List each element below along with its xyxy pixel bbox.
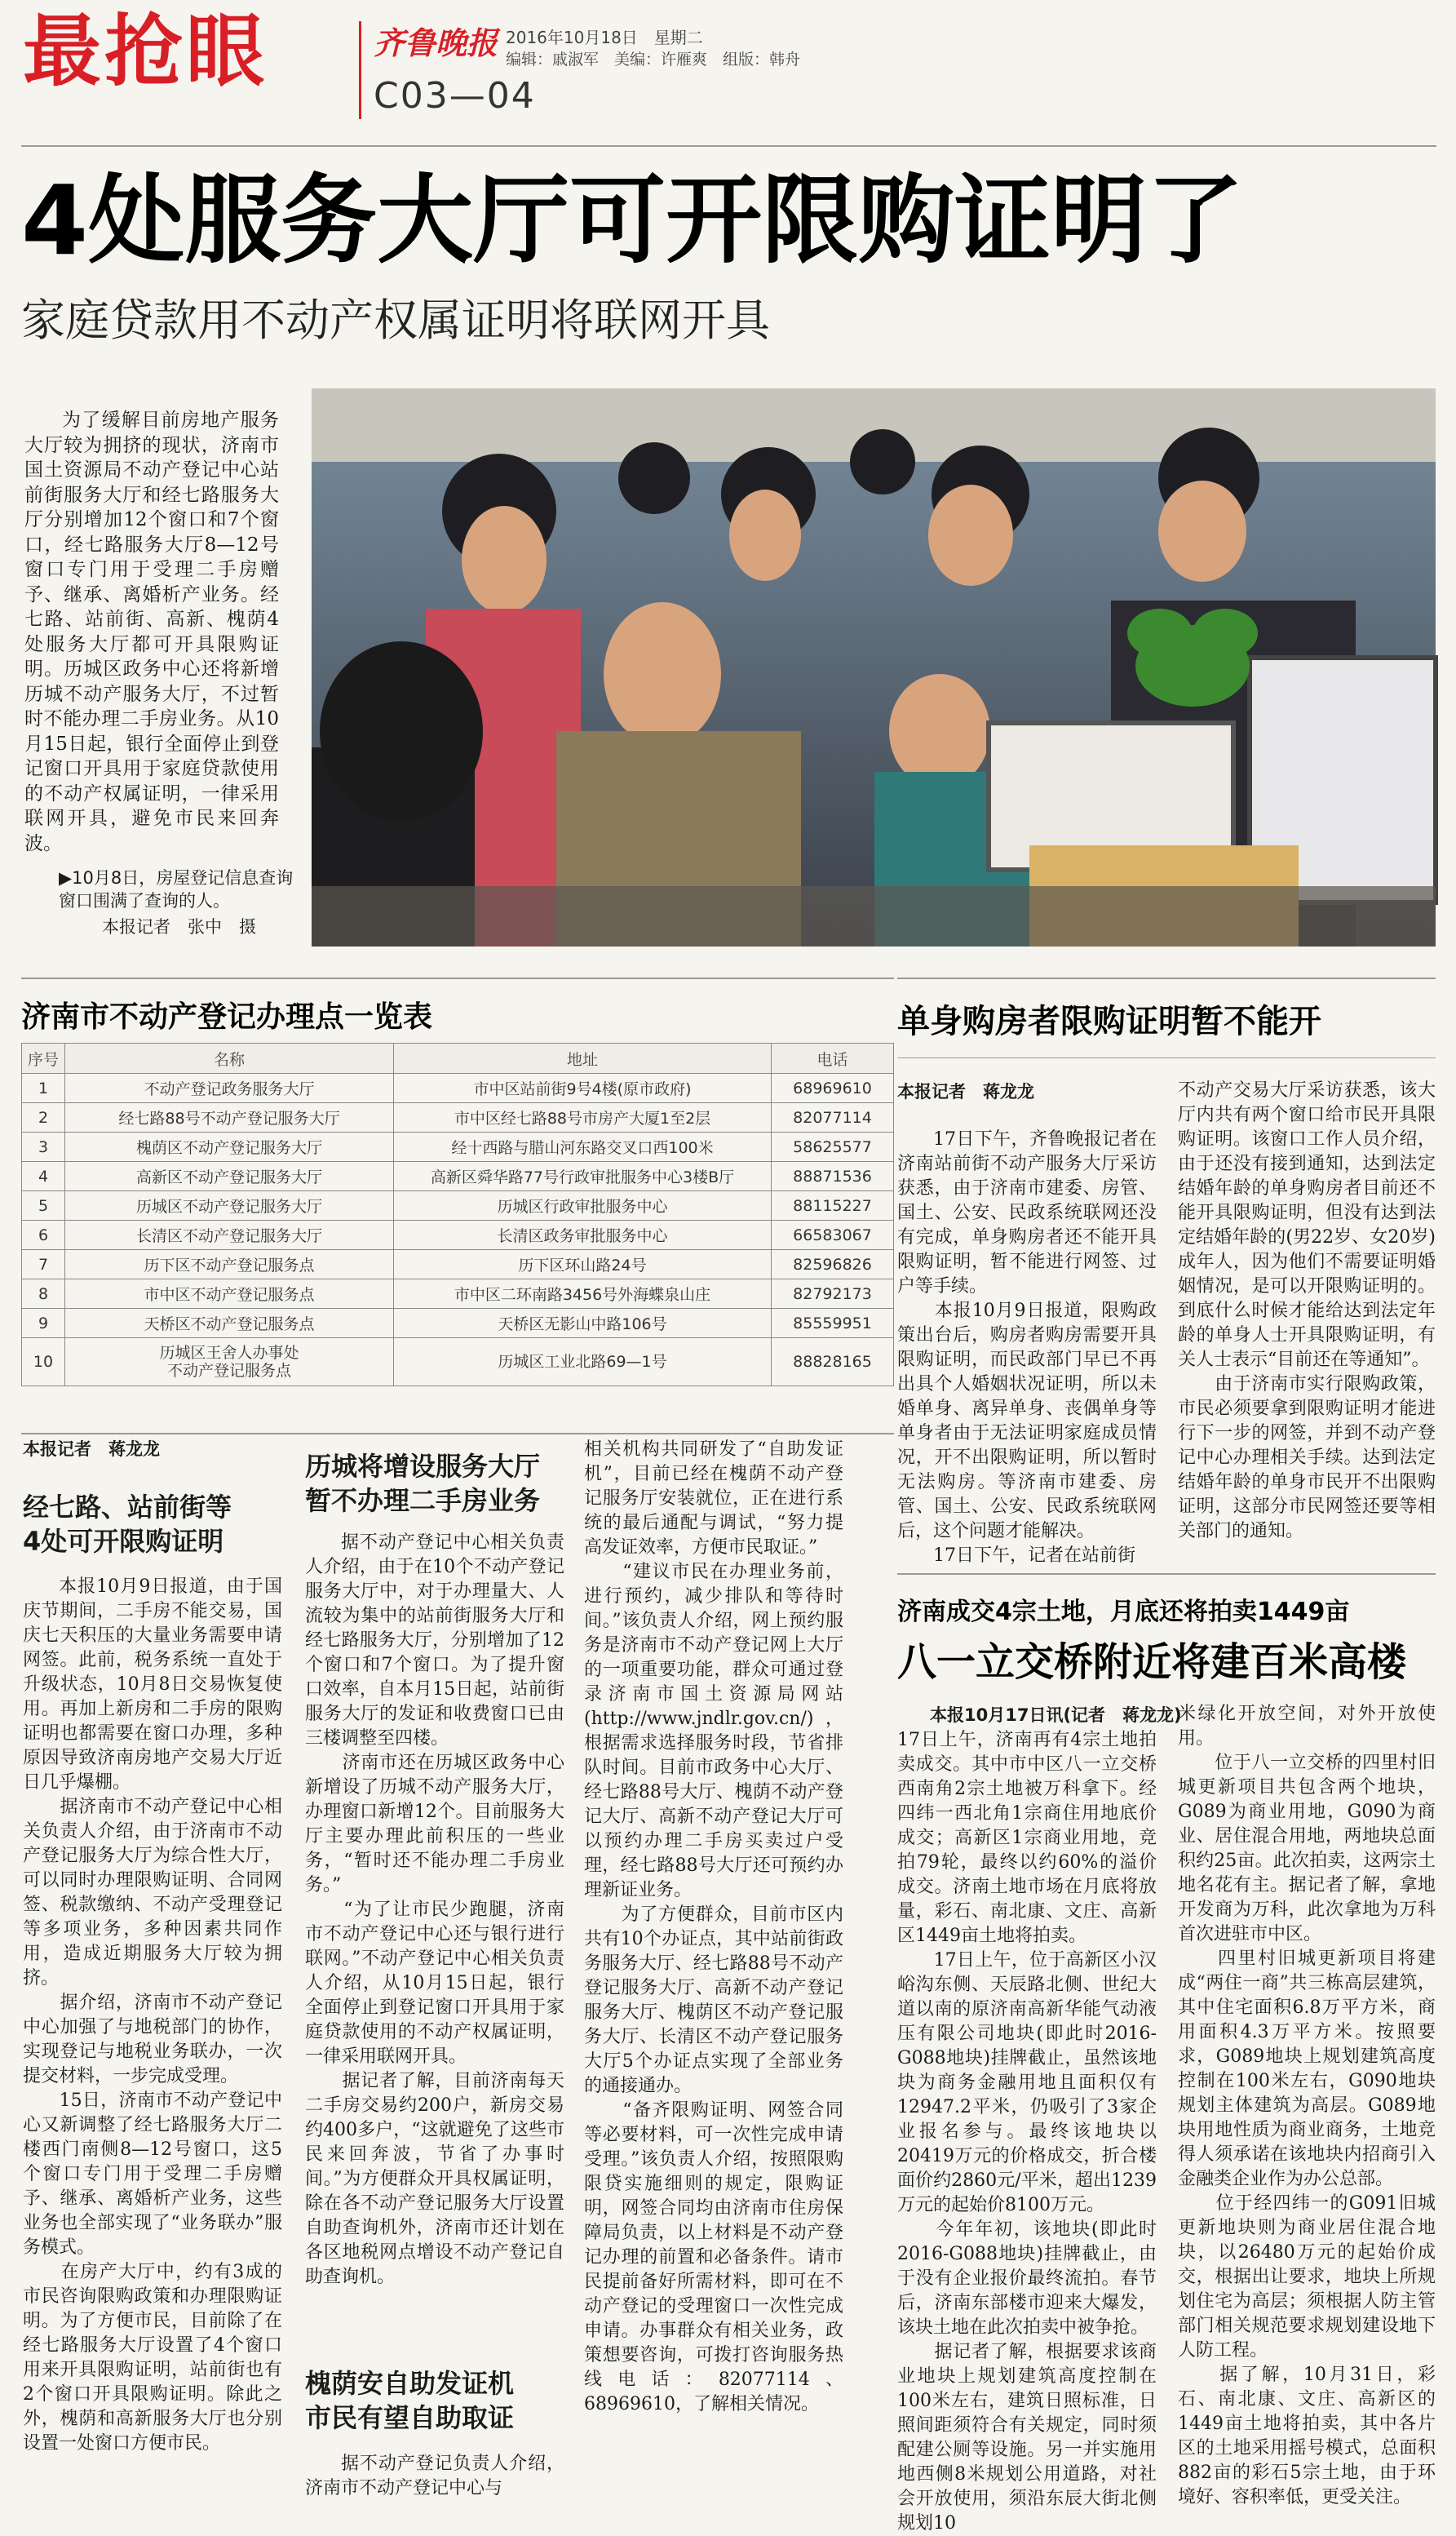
section-rule [21, 978, 894, 979]
office-phone: 88115227 [772, 1191, 894, 1221]
office-address: 市中区站前街9号4楼(原市政府) [394, 1074, 772, 1103]
story-b-headline-1: 历城将增设服务大厅 [305, 1451, 541, 1482]
office-phone: 88871536 [772, 1162, 894, 1191]
row-number: 7 [22, 1250, 65, 1279]
office-address: 长清区政务审批服务中心 [394, 1221, 772, 1250]
office-phone: 85559951 [772, 1309, 894, 1338]
row-number: 2 [22, 1103, 65, 1133]
table-row [22, 1133, 894, 1162]
row-number: 6 [22, 1221, 65, 1250]
story-e-dateline: 本报10月17日讯(记者 蒋龙龙) [930, 1705, 1182, 1725]
office-address: 历城区工业北路69—1号 [394, 1338, 772, 1386]
crowd-photo-illustration [312, 388, 1436, 947]
registry-table-title: 济南市不动产登记办理点一览表 [21, 1000, 433, 1034]
story-a-headline-1: 经七路、站前街等 [23, 1492, 232, 1523]
masthead-rule [21, 145, 1436, 147]
office-phone: 68969610 [772, 1074, 894, 1103]
story-a-headline-2: 4处可开限购证明 [23, 1526, 224, 1557]
table-row [22, 1338, 894, 1386]
registry-table [21, 1043, 894, 1386]
lead-photo [312, 388, 1436, 947]
table-header-row [22, 1044, 894, 1074]
section-rule [897, 1057, 1436, 1058]
story-e-col2: 米绿化开放空间，对外开放使用。 位于八一立交桥的四里村旧城更新项目共包含两个地块，G089为商业用地，G090为商业、居住混合用地，两地块总面积约25亩。此次拍卖，这两宗土地名花有主。据记者了解，拿地开发商为万科，此次拿地为万科首次进驻市中区。 四里村旧城更新项目将建成“两住一商”共三栋高层建筑，其中住宅面积6.8万平方米，商用面积4.3万平方米。按照要求，G089地块上规划建筑高度控制在100米左右，G090地块规划主体建筑为高层。G089地块用地性质为商业商务，土地竞得人须承诺在该地块内招商引入金融类企业作为办公总部。 位于经四纬一的G091旧城更新地块则为商业居住混合地块，以26480万元的起始价成交，根据出让要求，地块上所规划住宅为高层；须根据人防主管部门相关规范要求规划建设地下人防工程。 据了解，10月31日，彩石、南北康、文庄、高新区的1449亩土地将拍卖，其中各片区的土地采用摇号模式，总面积882亩的彩石5宗土地，由于环境好、容积率低，更受关注。 [1178, 1704, 1436, 2507]
lead-subheadline: 家庭贷款用不动产权属证明将联网开具 [21, 295, 770, 346]
editor-credits: 编辑：戚淑军 美编：许雁爽 组版：韩舟 [506, 51, 801, 69]
office-name: 历下区不动产登记服务点 [65, 1250, 394, 1279]
photo-credit: 本报记者 张中 摄 [102, 917, 256, 937]
table-row [22, 1074, 894, 1103]
story-a-body: 本报10月9日报道，由于国庆节期间，二手房不能交易，国庆七天积压的大量业务需要申请网签。此前，税务系统一直处于升级状态，10月8日交易恢复使用。再加上新房和二手房的限购证明也都需要在窗口办理，多种原因导致济南房地产交易大厅近日几乎爆棚。 据济南市不动产登记中心相关负责人介绍，由于济南市不动产登记服务大厅为综合性大厅，可以同时办理限购证明、合同网签、税款缴纳、不动产受理登记等多项业务，多种因素共同作用，造成近期服务大厅较为拥挤。 据介绍，济南市不动产登记中心加强了与地税部门的协作，实现登记与地税业务联办，一次提交材料，一步完成受理。 15日，济南市不动产登记中心又新调整了经七路服务大厅二楼西门南侧8—12号窗口，这5个窗口专门用于受理二手房赠予、继承、离婚析产业务，这些业务也全部实现了“业务联办”服务模式。 在房产大厅中，约有3成的市民咨询限购政策和办理限购证明。为了方便市民，目前除了在经七路服务大厅设置了4个窗口用来开具限购证明，站前街也有2个窗口开具限购证明。除此之外，槐荫和高新服务大厅也分别设置一处窗口方便市民。 [23, 1576, 282, 2454]
table-row [22, 1279, 894, 1309]
office-address: 经十西路与腊山河东路交叉口西100米 [394, 1133, 772, 1162]
column-header: 电话 [772, 1044, 894, 1074]
photo-caption: ▶10月8日，房屋登记信息查询窗口围满了查询的人。 [59, 868, 294, 911]
office-phone: 88828165 [772, 1338, 894, 1386]
lead-lede: 为了缓解目前房地产服务大厅较为拥挤的现状，济南市国土资源局不动产登记中心站前街服务大厅和经七路服务大厅分别增加12个窗口和7个窗口，经七路服务大厅8—12号窗口专门用于受理二手房赠予、继承、离婚析产业务。经七路、站前街、高新、槐荫4处服务大厅都可开具限购证明。历城区政务中心还将新增历城不动产服务大厅，不过暂时不能办理二手房业务。从10月15日起，银行全面停止到登记窗口开具用于家庭贷款使用的不动产权属证明，一律采用联网开具，避免市民来回奔波。 [24, 410, 279, 854]
table-row [22, 1250, 894, 1279]
story-c-body: 相关机构共同研发了“自助发证机”，目前已经在槐荫不动产登记服务厅安装就位，正在进行系统的最后通配与调试，“努力提高发证效率，方便市民取证。” “建议市民在办理业务前，进行预约，减少排队和等待时间。”该负责人介绍，网上预约服务是济南市不动产登记网上大厅的一项重要功能，群众可通过登录济南市国土资源局网站(http://www.jndlr.gov.cn/)，根据需求选择服务时段，节省排队时间。目前市政务中心大厅、经七路88号大厅、槐荫不动产登记大厅、高新不动产登记大厅可以预约办理二手房买卖过户受理，经七路88号大厅还可预约办理新证业务。 为了方便群众，目前市区内共有10个办证点，其中站前街政务服务大厅、经七路88号不动产登记服务大厅、高新不动产登记服务大厅、槐荫区不动产登记服务大厅、长清区不动产登记服务大厅5个办证点实现了全部业务的通接通办。 “备齐限购证明、网签合同等必要材料，可一次性完成申请受理。”该负责人介绍，按照限购限贷实施细则的规定，限购证明，网签合同均由济南市住房保障局负责，以上材料是不动产登记办理的前置和必备条件。请市民提前备好所需材料，即可在不动产登记的受理窗口一次性完成申请。办事群众有相关业务，政策想要咨询，可拨打咨询服务热线电话：82077114、68969610，了解相关情况。 [584, 1439, 843, 2414]
office-phone: 82077114 [772, 1103, 894, 1133]
table-row [22, 1162, 894, 1191]
row-number: 10 [22, 1338, 65, 1386]
office-address: 市中区经七路88号市房产大厦1至2层 [394, 1103, 772, 1133]
column-header: 地址 [394, 1044, 772, 1074]
row-number: 9 [22, 1309, 65, 1338]
office-name: 不动产登记政务服务大厅 [65, 1074, 394, 1103]
masthead-divider [359, 21, 361, 119]
office-name: 历城区不动产登记服务大厅 [65, 1191, 394, 1221]
story-e-headline: 八一立交桥附近将建百米高楼 [897, 1639, 1407, 1685]
story-b-body: 据不动产登记中心相关负责人介绍，由于在10个不动产登记服务大厅中，对于办理量大、人流较为集中的站前街服务大厅和经七路服务大厅，分别增加了12个窗口和7个窗口。为了提升窗口效率，自本月15日起，站前街服务大厅的发证和收费窗口已由三楼调整至四楼。 济南市还在历城区政务中心新增设了历城不动产服务大厅，办理窗口新增12个。目前服务大厅主要办理此前积压的一些业务，“暂时还不能办理二手房业务。” “为了让市民少跑腿，济南市不动产登记中心还与银行进行联网。”不动产登记中心相关负责人介绍，从10月15日起，银行全面停止到登记窗口开具用于家庭贷款使用的不动产权属证明，一律采用联网开具。 据记者了解，目前济南每天二手房交易约200户，新房交易约400多户，“这就避免了这些市民来回奔波，节省了办事时间。”为方便群众开具权属证明，除在各不动产登记服务大厅设置自助查询机外，济南市还计划在各区地税网点增设不动产登记自助查询机。 [305, 1532, 564, 2287]
office-name: 长清区不动产登记服务大厅 [65, 1221, 394, 1250]
lead-headline: 4处服务大厅可开限购证明了 [21, 164, 1244, 277]
issue-date: 2016年10月18日 星期二 [506, 28, 703, 47]
story-e-kicker: 济南成交4宗土地，月底还将拍卖1449亩 [897, 1598, 1350, 1626]
section-title: 最抢眼 [23, 6, 268, 97]
office-address: 天桥区无影山中路106号 [394, 1309, 772, 1338]
row-number: 8 [22, 1279, 65, 1309]
office-name: 天桥区不动产登记服务点 [65, 1309, 394, 1338]
office-name: 高新区不动产登记服务大厅 [65, 1162, 394, 1191]
story-e-col1: 17日上午，济南再有4宗土地拍卖成交。其中市中区八一立交桥西南角2宗土地被万科拿下。经四纬一西北角1宗商住用地底价成交；高新区1宗商业用地，竞拍79轮，最终以约60%的溢价成交。济南土地市场在月底将放量，彩石、南北康、文庄、高新区1449亩土地将拍卖。 17日上午，位于高新区小汉峪沟东侧、天辰路北侧、世纪大道以南的原济南高新华能气动液压有限公司地块(即此时2016-G088地块)挂牌截止，虽然该地块为商务金融用地且面积仅有12947.2平米，仍吸引了3家企业报名参与。最终该地块以20419万元的价格成交，折合楼面价约2860元/平米，超出1239万元的起始价8100万元。 今年年初，该地块(即此时2016-G088地块)挂牌截止，由于没有企业报价最终流拍。春节后，济南东部楼市迎来大爆发，该块土地在此次拍卖中被争抢。 据记者了解，根据要求该商业地块上规划建筑高度控制在100米左右，建筑日照标准，日照间距须符合有关规定，同时须配建公厕等设施。另一并实施用地西侧8米规划公用道路，对社会开放使用，须沿东辰大街北侧规划10 [897, 1730, 1157, 2534]
row-number: 1 [22, 1074, 65, 1103]
office-phone: 82792173 [772, 1279, 894, 1309]
column-header: 名称 [65, 1044, 394, 1074]
office-name: 槐荫区不动产登记服务大厅 [65, 1133, 394, 1162]
office-name: 历城区王舍人办事处 不动产登记服务点 [65, 1338, 394, 1386]
story-a-byline: 本报记者 蒋龙龙 [23, 1439, 160, 1459]
office-name: 市中区不动产登记服务点 [65, 1279, 394, 1309]
story-d-byline: 本报记者 蒋龙龙 [897, 1082, 1034, 1102]
story-d-headline: 单身购房者限购证明暂不能开 [897, 1003, 1321, 1040]
section-rule [897, 1573, 1436, 1575]
newspaper-logo: 齐鲁晚报 [374, 24, 498, 61]
table-row [22, 1103, 894, 1133]
table-row [22, 1191, 894, 1221]
office-address: 高新区舜华路77号行政审批服务中心3楼B厅 [394, 1162, 772, 1191]
column-header: 序号 [22, 1044, 65, 1074]
office-address: 市中区二环南路3456号外海蝶泉山庄 [394, 1279, 772, 1309]
registry-table-body [22, 1074, 894, 1386]
story-d-col1: 17日下午，齐鲁晚报记者在济南站前街不动产服务大厅采访获悉，由于济南市建委、房管、国土、公安、民政系统联网还没有完成，单身购房者还不能开具限购证明，暂不能进行网签、过户等手续。 本报10月9日报道，限购政策出台后，购房者购房需要开具限购证明，而民政部门早已不再出具个人婚姻状况证明，所以未婚单身、离异单身、丧偶单身等单身者由于无法证明家庭成员情况，开不出限购证明，所以暂时无法购房。等济南市建委、房管、国土、公安、民政系统联网后，这个问题才能解决。 17日下午，记者在站前街 [897, 1129, 1157, 1566]
section-rule [897, 978, 1436, 979]
office-address: 历下区环山路24号 [394, 1250, 772, 1279]
story-b-tail: 据不动产登记负责人介绍，济南市不动产登记中心与 [305, 2454, 564, 2498]
office-phone: 82596826 [772, 1250, 894, 1279]
story-b-headline-2: 暂不办理二手房业务 [305, 1485, 541, 1516]
table-row [22, 1221, 894, 1250]
office-phone: 58625577 [772, 1133, 894, 1162]
page-code: C03—04 [374, 75, 536, 117]
story-b-subhead-1: 槐荫安自助发证机 [305, 2368, 515, 2399]
row-number: 4 [22, 1162, 65, 1191]
row-number: 5 [22, 1191, 65, 1221]
office-address: 历城区行政审批服务中心 [394, 1191, 772, 1221]
table-row [22, 1309, 894, 1338]
section-rule [21, 1433, 894, 1434]
office-phone: 66583067 [772, 1221, 894, 1250]
story-d-col2: 不动产交易大厅采访获悉，该大厅内共有两个窗口给市民开具限购证明。该窗口工作人员介绍，由于还没有接到通知，达到法定结婚年龄的单身购房者目前还不能开具限购证明，但没有达到法定结婚年龄的(男22岁、女20岁)成年人，因为他们不需要证明婚姻情况，是可以开限购证明的。到底什么时候才能给达到法定年龄的单身人士开具限购证明，有关人士表示“目前还在等通知”。 由于济南市实行限购政策，市民必须要拿到限购证明才能进行下一步的网签，并到不动产登记中心办理相关手续。达到法定结婚年龄的单身市民开不出限购证明，这部分市民网签还要等相关部门的通知。 [1178, 1080, 1436, 1541]
office-name: 经七路88号不动产登记服务大厅 [65, 1103, 394, 1133]
row-number: 3 [22, 1133, 65, 1162]
story-b-subhead-2: 市民有望自助取证 [305, 2402, 515, 2433]
